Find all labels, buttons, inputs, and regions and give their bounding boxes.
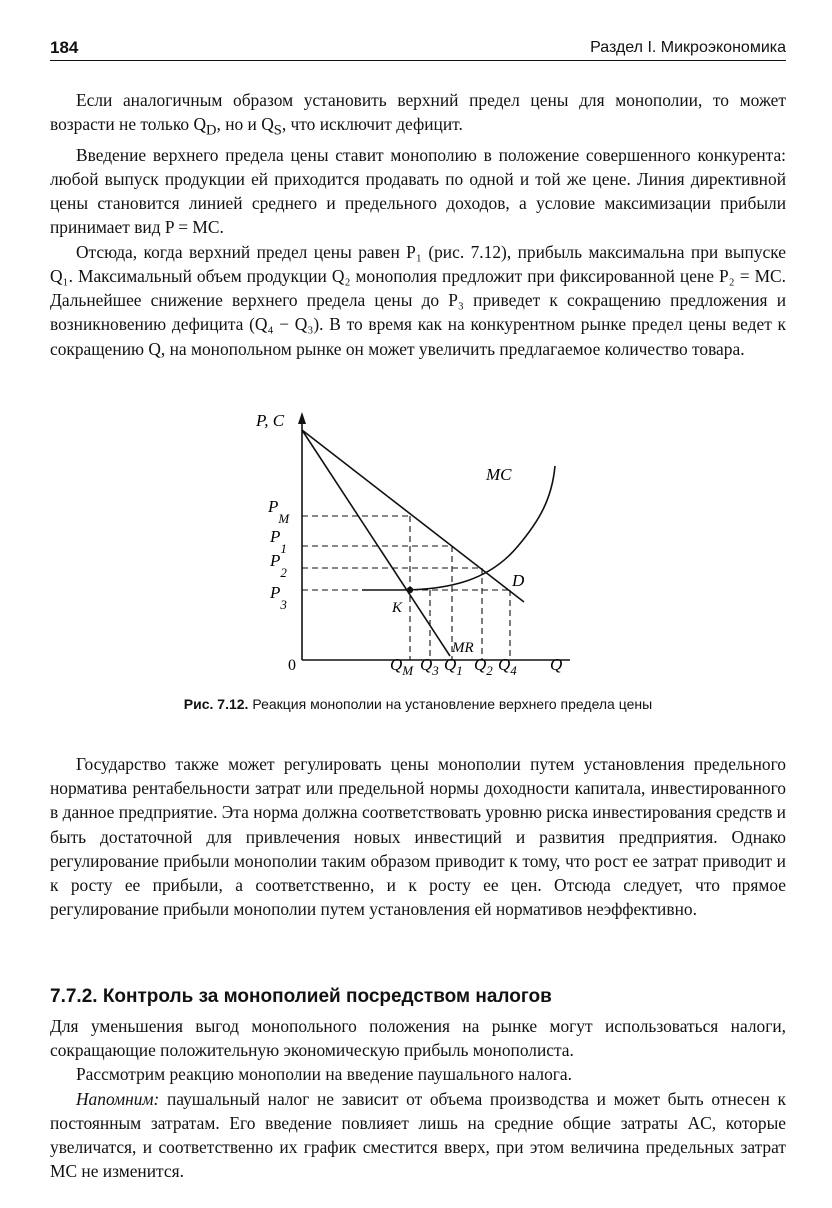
quantity-label-q3: $Q_3$ [420,655,439,678]
origin-label: 0 [288,657,296,674]
paragraph-3: Отсюда, когда верхний предел цены равен P₁ (рис. 7.12), прибыль максимальна при выпуске Q₁. Максимальный объем продукции Q₂ монополия предложит при фиксированной цене P₂ = MC. Дальнейшее снижение верхнего предела цены до P₃ приведет к сокращению предложения и возникновению дефицита (Q₄ − Q₃). В то время как на конкурентном рынке предел цены ведет к сокращению Q, на монопольном рынке он может увеличить предлагаемое количество товара. [50,241,786,359]
point-k [407,587,413,593]
quantity-label-q4: $Q_4$ [498,655,517,678]
price-label-p3: $P_3$ [270,583,287,612]
paragraph-7: Напомним: паушальный налог не зависит от объема производства и может быть отнесен к постоянным затратам. Его введение повлияет лишь на средние общие затраты AC, которые увеличатся, и соответственно их график сместится вверх, при этом величина предельных затрат MC не изменится. [50,1088,786,1182]
marginal-cost-curve [362,466,555,590]
page-number: 184 [50,38,79,57]
monopoly-price-ceiling-diagram [50,408,786,698]
x-axis-label: Q [550,655,563,674]
mc-label: MC [486,465,512,484]
quantity-label-q2: $Q_2$ [474,655,493,678]
text-block-bottom [50,1014,786,1183]
paragraph-4: Государство также может регулировать цены монополии путем установления предельного норматива рентабельности затрат или предельной нормы доходности капитала, инвестированного в данное предприятие. Эта норма должна соответствовать уровню риска инвестирования средств и быть достаточной для привлечения новых инвестиций и развития предприятия. Однако регулирование прибыли монополии таким образом приводит к тому, что рост ее затрат приводит и к росту ее прибыли, а соответственно, и к росту ее цен. Отсюда следует, что прямое регулирование прибыли монополии путем установления ей нормативов неэффективно. [50,754,786,920]
paragraph-5: Для уменьшения выгод монопольного положения на рынке могут использоваться налоги, сокращающие положительную экономическую прибыль монополиста. [50,1016,786,1061]
page-header [50,36,786,61]
section-title: Раздел I. Микроэкономика [590,39,786,56]
figure-7-12 [50,408,786,728]
caption-text: Реакция монополии на установление верхнего предела цены [248,696,653,712]
y-axis-arrow-icon [298,412,306,424]
price-label-p1: $P_1$ [270,527,287,556]
price-label-p2: $P_2$ [270,551,287,580]
paragraph-1: Если аналогичным образом установить верхний предел цены для монополии, то может возрасти не только $Q_D$, но и $Q_S$, что исключит дефицит. [50,90,786,139]
marginal-revenue-curve [302,430,450,656]
demand-label: D [512,571,525,590]
caption-label: Рис. 7.12. [183,696,249,712]
text-block-top [50,88,786,361]
point-k-label: K [392,600,403,616]
paragraph-2: Введение верхнего предела цены ставит монополию в положение совершенного конкурента: любой выпуск продукции ей приходится продавать по одной и той же цене. Линия директивной цены становится линией среднего и предельного доходов, а условие максимизации прибыли принимает вид P = MC. [50,144,786,238]
text-block-middle [50,752,786,921]
y-axis-label: P, C [256,411,285,430]
quantity-label-q1: $Q_1$ [444,655,463,678]
paragraph-6: Рассмотрим реакцию монополии на введение паушального налога. [76,1064,572,1085]
quantity-label-qm: $Q_M$ [390,655,414,678]
price-label-pm: $P_M$ [268,497,290,526]
figure-caption [50,696,786,712]
section-heading: 7.7.2. Контроль за монополией посредством налогов [50,986,552,1007]
mr-label: MR [452,640,474,656]
